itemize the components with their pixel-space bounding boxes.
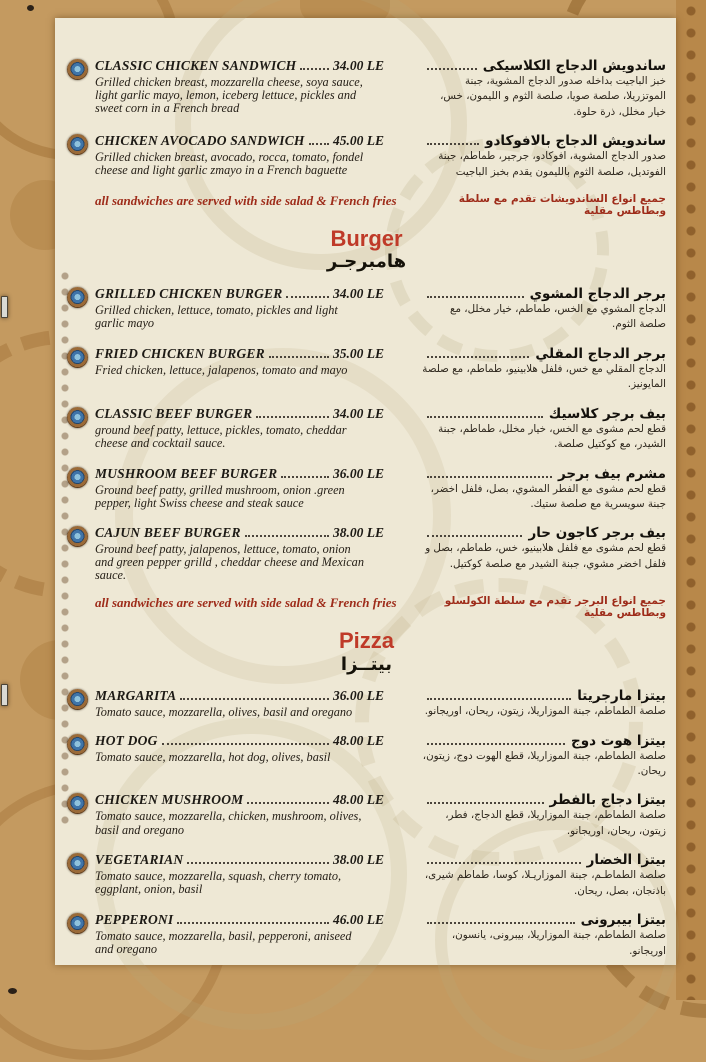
menu-item-cajun-beef-burger (67, 525, 666, 582)
medallion-bullet-icon (67, 59, 88, 80)
item-description: Tomato sauce, mozzarella, basil, pepperoni, aniseed and oregano (95, 929, 352, 957)
item-name-arabic: بيتزا هوت دوج (571, 732, 666, 749)
item-description: Tomato sauce, mozzarella, olives, basil and oregano (95, 705, 353, 720)
item-name-arabic: بيتزا مارجريتا (577, 688, 666, 705)
section-title-arabic: بيتــزا (340, 653, 393, 675)
medallion-bullet-icon (67, 793, 88, 814)
medallion-bullet-icon (67, 913, 88, 934)
scan-speck (8, 988, 17, 994)
medallion-bullet-icon (67, 526, 88, 547)
item-name-arabic: بيتزا بيبرونى (580, 912, 666, 929)
item-description-arabic: صلصة الطماطم، جبنة الموزاريلا، قطع الدجاج، فطر، زيتون، ريحان، اوريجانو. (445, 809, 666, 837)
dotted-leader (427, 68, 477, 70)
item-price: 36.00 LE (333, 688, 385, 704)
item-description-arabic: قطع لحم مشوى مع فلفل هلابينيو، خس، طماطم، بصل و فلفل اخضر مشوي، جبنة الشيدر مع صلصة كوكتيل. (425, 542, 666, 570)
item-name-arabic: ساندويش الدجاج الكلاسيكى (482, 58, 666, 74)
item-description: Grilled chicken, lettuce, tomato, pickles and light garlic mayo (95, 302, 338, 330)
item-name-arabic: ساندويش الدجاج بالافوكادو (485, 133, 666, 150)
menu-item-chicken-mushroom (67, 792, 666, 839)
item-price: 46.00 LE (333, 912, 385, 928)
dotted-leader (427, 356, 529, 358)
medallion-bullet-icon (67, 407, 88, 428)
dotted-leader (162, 743, 329, 745)
item-price: 34.00 LE (333, 405, 385, 421)
dotted-leader (427, 476, 552, 478)
dotted-leader (247, 802, 329, 804)
item-description: Tomato sauce, mozzarella, squash, cherry tomato, eggplant, onion, basil (95, 869, 342, 897)
menu-item-hot-dog (67, 733, 666, 780)
item-price: 35.00 LE (333, 345, 385, 361)
menu-item-classic-beef-burger (67, 406, 666, 453)
dotted-leader (286, 296, 329, 298)
item-description: Grilled chicken breast, mozzarella cheese, soya sauce, light garlic mayo, lemon, iceberg lettuce, pickles and sweet corn in a French bread (95, 75, 363, 116)
medallion-bullet-icon (67, 734, 88, 755)
dotted-leader (300, 68, 329, 70)
item-price: 36.00 LE (333, 465, 385, 481)
note-arabic: جميع انواع الساندويشات تقدم مع سلطة وبطاطس مقلية (458, 193, 666, 218)
item-name: CHICKEN MUSHROOM (95, 792, 244, 808)
item-name: FRIED CHICKEN BURGER (95, 345, 265, 361)
menu-item-margarita (67, 688, 666, 719)
note-arabic: جميع انواع البرجر تقدم مع سلطة الكولسلو وبطاطس مقلية (444, 595, 666, 620)
section-header-burger (67, 227, 666, 274)
item-description-arabic: الدجاج المقلي مع خس، فلفل هلابينيو، طماطم، مع صلصة المايونيز. (422, 362, 666, 391)
item-description-arabic: صلصة الطماطم، جبنة الموزاريلا، بيبرونى، يانسون، اوريجانو. (451, 929, 666, 957)
menu-item-classic-chicken-sandwich (67, 58, 666, 120)
item-description-arabic: قطع لحم مشوى مع الفطر المشوي، بصل، فلفل اخضر، جبنة سويسرية مع صلصة ستيك. (430, 482, 666, 510)
item-name: MUSHROOM BEEF BURGER (95, 465, 278, 481)
item-name-arabic: بيف برجر كاجون حار (528, 525, 666, 542)
item-price: 48.00 LE (333, 732, 385, 748)
item-price: 34.00 LE (333, 58, 385, 73)
medallion-bullet-icon (67, 689, 88, 710)
item-description-arabic: خبز الباجيت بداخله صدور الدجاج المشوية، جبنة الموتزريلا، صلصة صويا، صلصة الثوم و الليمون، خس، خيار مخلل، ذرة حلوة. (440, 75, 666, 118)
medallion-bullet-icon (67, 467, 88, 488)
item-description: Tomato sauce, mozzarella, hot dog, olives, basil (95, 749, 331, 764)
menu-page (55, 18, 676, 965)
dotted-leader (427, 922, 575, 924)
item-name: MARGARITA (95, 688, 177, 704)
section-title-english: Burger (330, 226, 403, 252)
item-name: CAJUN BEEF BURGER (95, 525, 241, 541)
staple (1, 296, 8, 318)
item-name: CHICKEN AVOCADO SANDWICH (95, 133, 305, 149)
medallion-bullet-icon (67, 347, 88, 368)
item-description-arabic: قطع لحم مشوى مع الخس، خيار مخلل، طماطم، جبنة الشيدر، مع كوكتيل صلصة. (438, 422, 666, 451)
menu-item-grilled-chicken-burger (67, 286, 666, 333)
menu-item-pepperoni (67, 912, 666, 959)
item-description: Fried chicken, lettuce, jalapenos, tomato and mayo (95, 362, 348, 377)
dotted-leader (180, 698, 329, 700)
dotted-leader (256, 416, 329, 418)
item-name: CLASSIC BEEF BURGER (95, 405, 253, 421)
item-price: 38.00 LE (333, 852, 385, 868)
sandwiches-note (67, 193, 666, 217)
section-header-pizza (67, 629, 666, 676)
item-price: 38.00 LE (333, 525, 385, 541)
item-price: 45.00 LE (333, 133, 385, 149)
item-name-arabic: برجر الدجاج المقلي (535, 345, 666, 362)
menu-item-chicken-avocado-sandwich (67, 133, 666, 180)
decorative-border-strip (676, 0, 706, 1000)
item-name: HOT DOG (95, 732, 158, 748)
dotted-leader (427, 862, 581, 864)
item-description: Tomato sauce, mozzarella, chicken, mushroom, olives, basil and oregano (95, 809, 362, 837)
note-english: all sandwiches are served with side salad & French fries (95, 193, 397, 209)
section-title-arabic: هامبرجـر (326, 251, 407, 273)
item-name-arabic: مشرم بيف برجر (557, 465, 666, 482)
item-price: 34.00 LE (333, 285, 385, 301)
item-name: PEPPERONI (95, 912, 174, 928)
item-description: Ground beef patty, grilled mushroom, onion .green pepper, light Swiss cheese and steak sauce (95, 482, 345, 510)
item-description-arabic: صلصة الطماطم، جبنة الموزاريلا، قطع الهوت دوج، زيتون، ريحان. (422, 749, 666, 778)
dotted-leader (427, 416, 543, 418)
medallion-bullet-icon (67, 134, 88, 155)
dotted-leader (427, 143, 479, 145)
dotted-leader (427, 802, 544, 804)
medallion-bullet-icon (67, 853, 88, 874)
item-description-arabic: صلصة الطماطم، جبنة الموزاريلا، زيتون، ريحان، اوريجانو. (424, 705, 666, 718)
dotted-leader (427, 296, 524, 298)
section-title-english: Pizza (338, 628, 395, 654)
dotted-leader (427, 743, 565, 745)
dotted-leader (427, 698, 571, 700)
item-name: VEGETARIAN (95, 852, 184, 868)
dotted-leader (245, 535, 329, 537)
english-column (67, 58, 409, 120)
item-description: Grilled chicken breast, avocado, rocca, tomato, fondel cheese and light garlic zmayo in a French baguette (95, 150, 364, 178)
item-description-arabic: صدور الدجاج المشوية، افوكادو، جرجير، طماطم، جبنة الفوتديل، صلصة الثوم بالليمون يقدم بخبز الباجيت (438, 150, 666, 178)
burger-note (67, 595, 666, 619)
item-name-arabic: بيف برجر كلاسيك (548, 405, 666, 422)
item-name: GRILLED CHICKEN BURGER (95, 285, 283, 301)
scan-speck (27, 5, 34, 11)
item-description-arabic: صلصة الطماطـم، جبنة الموزاريـلا، كوسا، طماطم شيرى، باذنجان، بصل، ريحان. (424, 869, 666, 897)
dotted-leader (281, 476, 329, 478)
item-price: 48.00 LE (333, 792, 385, 808)
item-description-arabic: الدجاج المشوي مع الخس، طماطم، خيار مخلل، مع صلصة الثوم. (450, 302, 666, 331)
dotted-leader (309, 143, 329, 145)
menu-content (55, 18, 676, 959)
arabic-column (421, 58, 666, 120)
item-name: CLASSIC CHICKEN SANDWICH (95, 58, 297, 73)
item-description: ground beef patty, lettuce, pickles, tomato, cheddar cheese and cocktail sauce. (95, 422, 347, 450)
dotted-leader (427, 535, 522, 537)
medallion-bullet-icon (67, 287, 88, 308)
dotted-leader (177, 922, 329, 924)
staple (1, 684, 8, 706)
menu-item-vegetarian (67, 852, 666, 899)
item-name-arabic: بيتزا دجاج بالفطر (549, 792, 666, 809)
dotted-leader (269, 356, 329, 358)
item-description: Ground beef patty, jalapenos, lettuce, tomato, onion and green pepper grilld , cheddar cheese and Mexican sauce. (95, 542, 364, 583)
item-name-arabic: برجر الدجاج المشوي (529, 285, 666, 302)
note-english: all sandwiches are served with side salad & French fries (95, 595, 397, 611)
menu-item-mushroom-beef-burger (67, 466, 666, 513)
menu-item-fried-chicken-burger (67, 346, 666, 393)
item-name-arabic: بيتزا الخضار (586, 852, 666, 869)
dotted-leader (187, 862, 329, 864)
